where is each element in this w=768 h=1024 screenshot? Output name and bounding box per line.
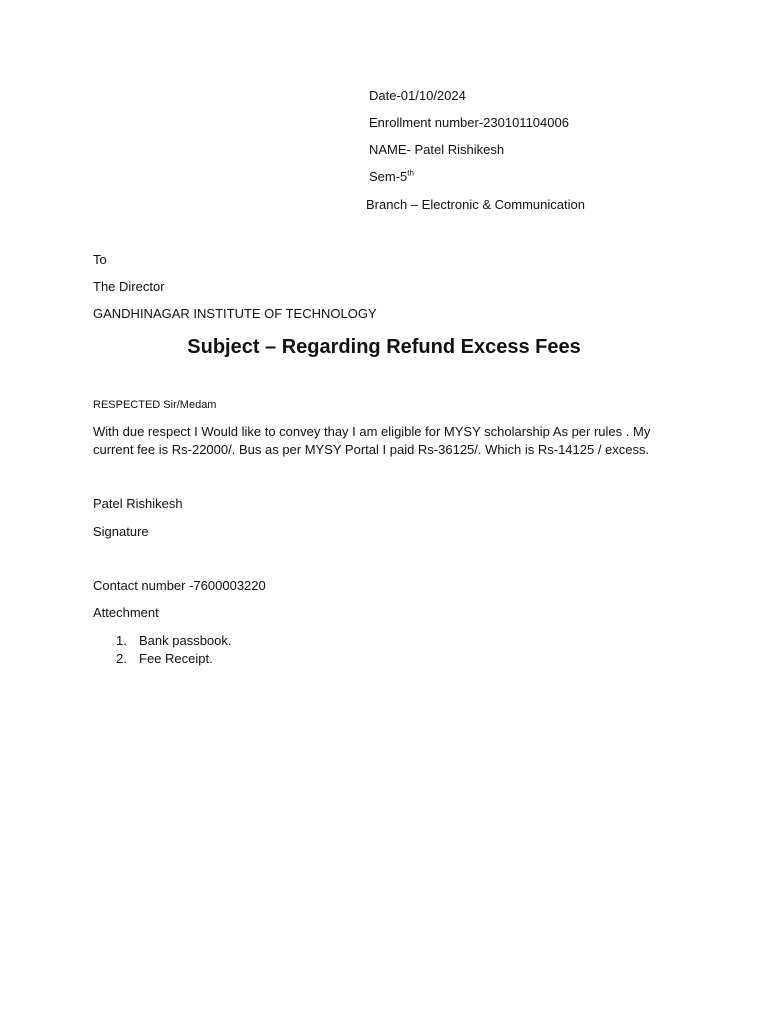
recipient-institute: GANDHINAGAR INSTITUTE OF TECHNOLOGY [93, 306, 377, 321]
date-line: Date-01/10/2024 [369, 88, 466, 103]
list-text: Bank passbook. [139, 633, 232, 648]
name-line: NAME- Patel Rishikesh [369, 142, 505, 157]
contact-number: Contact number -7600003220 [93, 578, 266, 593]
salutation: RESPECTED Sir/Medam [93, 399, 217, 411]
signoff-name: Patel Rishikesh [93, 496, 183, 511]
list-text: Fee Receipt. [139, 651, 213, 666]
sem-superscript: th [407, 168, 414, 178]
attachment-heading: Attechment [93, 605, 159, 620]
attachment-list-item [0, 632, 768, 650]
enrollment-line: Enrollment number-230101104006 [369, 115, 569, 130]
to-line: To [93, 252, 107, 267]
sem-text: Sem-5 [369, 169, 408, 184]
recipient-title: The Director [93, 279, 165, 294]
body-paragraph: With due respect I Would like to convey thay I am eligible for MYSY scholarship As per rules . My current fee is Rs-22000/. Bus as per MYSY Portal I paid Rs-36125/. Which is Rs-14125 / excess. [93, 424, 651, 457]
sem-line [369, 168, 414, 186]
signature-label: Signature [93, 524, 149, 539]
branch-line: Branch – Electronic & Communication [366, 197, 585, 212]
attachment-list-item [0, 650, 768, 668]
list-number: 2. [116, 651, 127, 666]
subject-heading: Subject – Regarding Refund Excess Fees [187, 336, 581, 358]
list-number: 1. [116, 633, 127, 648]
